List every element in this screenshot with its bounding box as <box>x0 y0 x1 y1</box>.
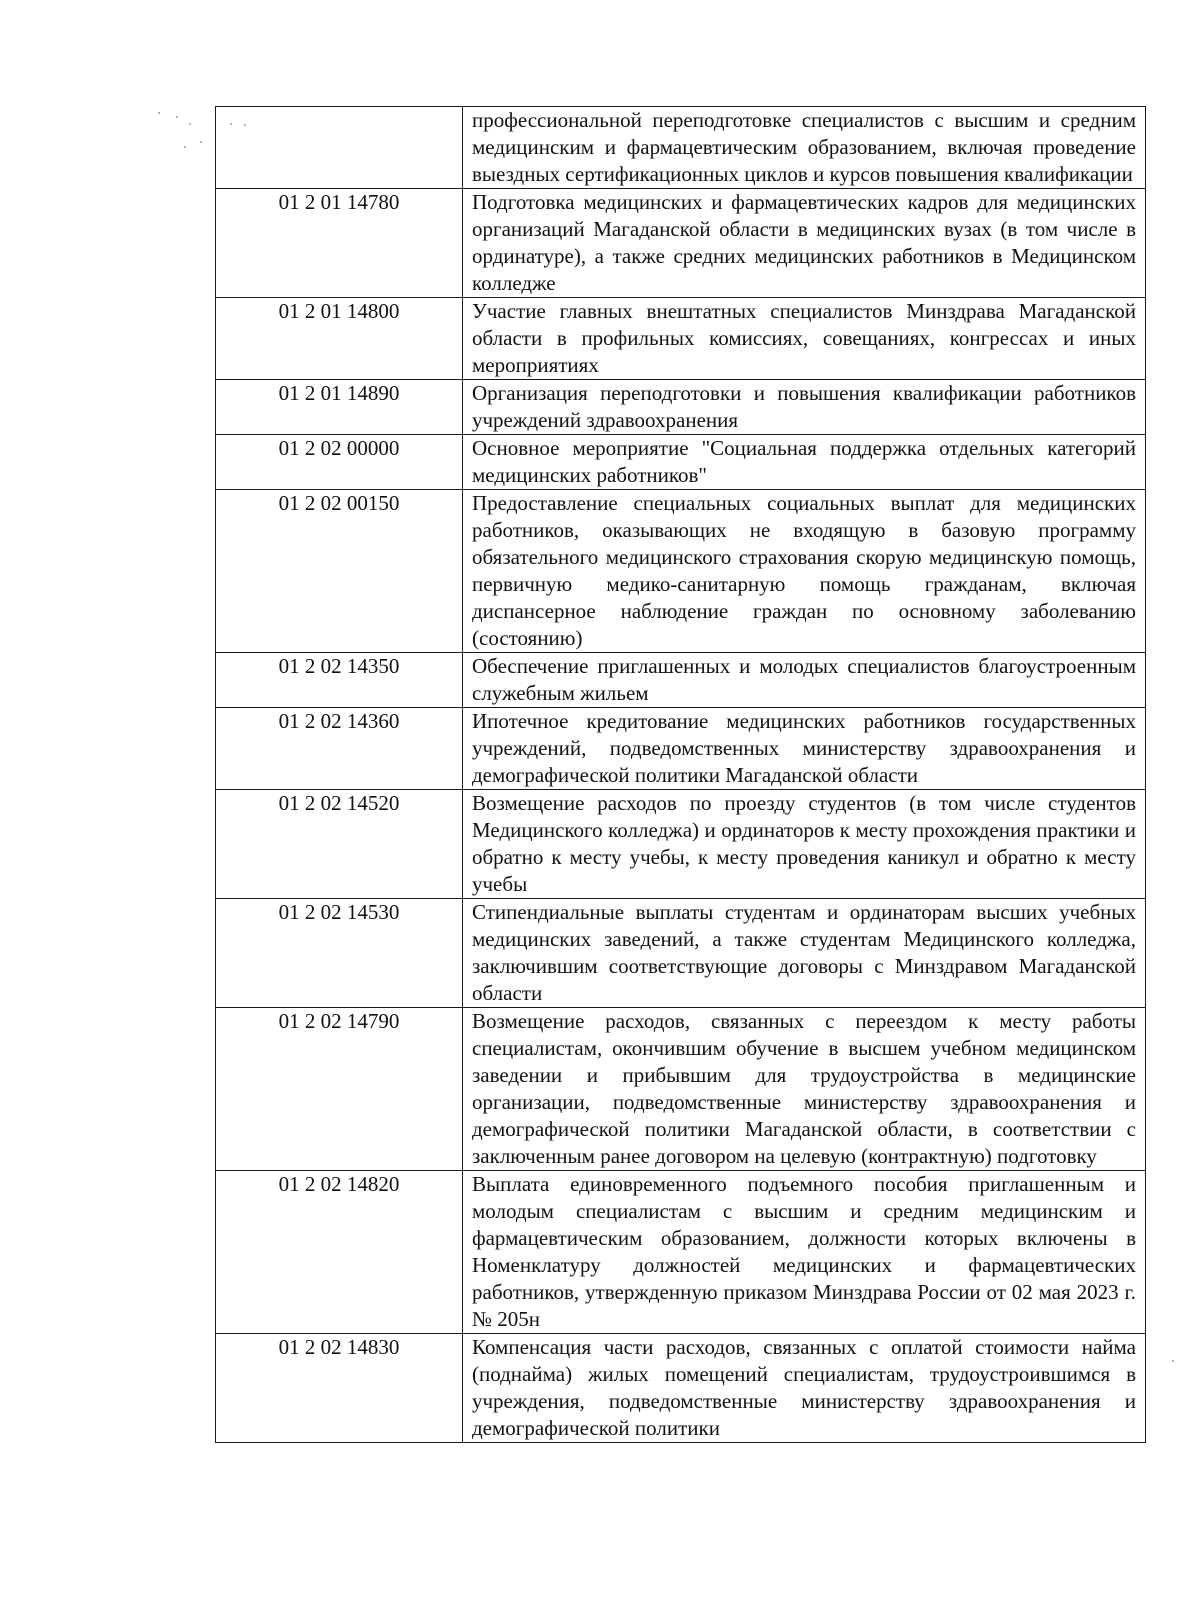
table-row <box>216 380 1146 435</box>
row-description: Выплата единовременного подъемного пособия приглашенным и молодым специалистам с высшим и средним медицинским и фармацевтическим образованием, должности которых включены в Номенклатуру должностей медицинских и фармацевтических работников, утвержденную приказом Минздрава России от 02 мая 2023 г. № 205н <box>463 1171 1146 1334</box>
row-code: 01 2 02 14790 <box>216 1008 463 1171</box>
row-code: 01 2 02 14830 <box>216 1334 463 1443</box>
row-description: Обеспечение приглашенных и молодых специалистов благоустроенным служебным жильем <box>463 653 1146 708</box>
table-row <box>216 899 1146 1008</box>
row-code: 01 2 02 14530 <box>216 899 463 1008</box>
row-description: Стипендиальные выплаты студентам и ординаторам высших учебных медицинских заведений, а также студентам Медицинского колледжа, заключившим соответствующие договоры с Минздравом Магаданской области <box>463 899 1146 1008</box>
table-row <box>216 490 1146 653</box>
row-description: Ипотечное кредитование медицинских работников государственных учреждений, подведомственных министерству здравоохранения и демографической политики Магаданской области <box>463 708 1146 790</box>
table-row <box>216 189 1146 298</box>
scan-speck <box>158 112 160 114</box>
row-code: 01 2 01 14800 <box>216 298 463 380</box>
row-description: Предоставление специальных социальных выплат для медицинских работников, оказывающих не входящую в базовую программу обязательного медицинского страхования скорую медицинскую помощь, первичную медико-санитарную помощь гражданам, включая диспансерное наблюдение граждан по основному заболеванию (состоянию) <box>463 490 1146 653</box>
row-code: 01 2 02 14360 <box>216 708 463 790</box>
table-row <box>216 1171 1146 1334</box>
scan-speck <box>1172 1360 1174 1362</box>
table-row <box>216 790 1146 899</box>
table-row <box>216 708 1146 790</box>
row-code: 01 2 02 14350 <box>216 653 463 708</box>
row-description: Возмещение расходов по проезду студентов (в том числе студентов Медицинского колледжа) и ординаторов к месту прохождения практики и обратно к месту учебы, к месту проведения каникул и обратно к месту учебы <box>463 790 1146 899</box>
table-body <box>216 107 1146 1443</box>
row-code <box>216 107 463 189</box>
scan-speck <box>189 123 191 125</box>
scan-speck <box>184 146 186 148</box>
table-row <box>216 298 1146 380</box>
row-description: Организация переподготовки и повышения квалификации работников учреждений здравоохранения <box>463 380 1146 435</box>
table-row <box>216 1008 1146 1171</box>
row-code: 01 2 01 14780 <box>216 189 463 298</box>
row-description: Участие главных внештатных специалистов Минздрава Магаданской области в профильных комиссиях, совещаниях, конгрессах и иных мероприятиях <box>463 298 1146 380</box>
row-code: 01 2 02 14520 <box>216 790 463 899</box>
table-row <box>216 435 1146 490</box>
row-code: 01 2 02 00000 <box>216 435 463 490</box>
row-code: 01 2 01 14890 <box>216 380 463 435</box>
row-description: профессиональной переподготовке специалистов с высшим и средним медицинским и фармацевтическим образованием, включая проведение выездных сертификационных циклов и курсов повышения квалификации <box>463 107 1146 189</box>
row-code: 01 2 02 00150 <box>216 490 463 653</box>
row-description: Основное мероприятие "Социальная поддержка отдельных категорий медицинских работников" <box>463 435 1146 490</box>
scan-speck <box>200 141 202 143</box>
table-row <box>216 107 1146 189</box>
row-code: 01 2 02 14820 <box>216 1171 463 1334</box>
budget-codes-table <box>215 106 1146 1443</box>
table-row <box>216 653 1146 708</box>
scan-speck <box>176 116 178 118</box>
table-row <box>216 1334 1146 1443</box>
row-description: Компенсация части расходов, связанных с оплатой стоимости найма (поднайма) жилых помещений специалистам, трудоустроившимся в учреждения, подведомственные министерству здравоохранения и демографической политики <box>463 1334 1146 1443</box>
row-description: Подготовка медицинских и фармацевтических кадров для медицинских организаций Магаданской области в медицинских вузах (в том числе в ординатуре), а также средних медицинских работников в Медицинском колледже <box>463 189 1146 298</box>
row-description: Возмещение расходов, связанных с переездом к месту работы специалистам, окончившим обучение в высшем учебном медицинском заведении и прибывшим для трудоустройства в медицинские организации, подведомственные министерству здравоохранения и демографической политики Магаданской области, в соответствии с заключенным ранее договором на целевую (контрактную) подготовку <box>463 1008 1146 1171</box>
